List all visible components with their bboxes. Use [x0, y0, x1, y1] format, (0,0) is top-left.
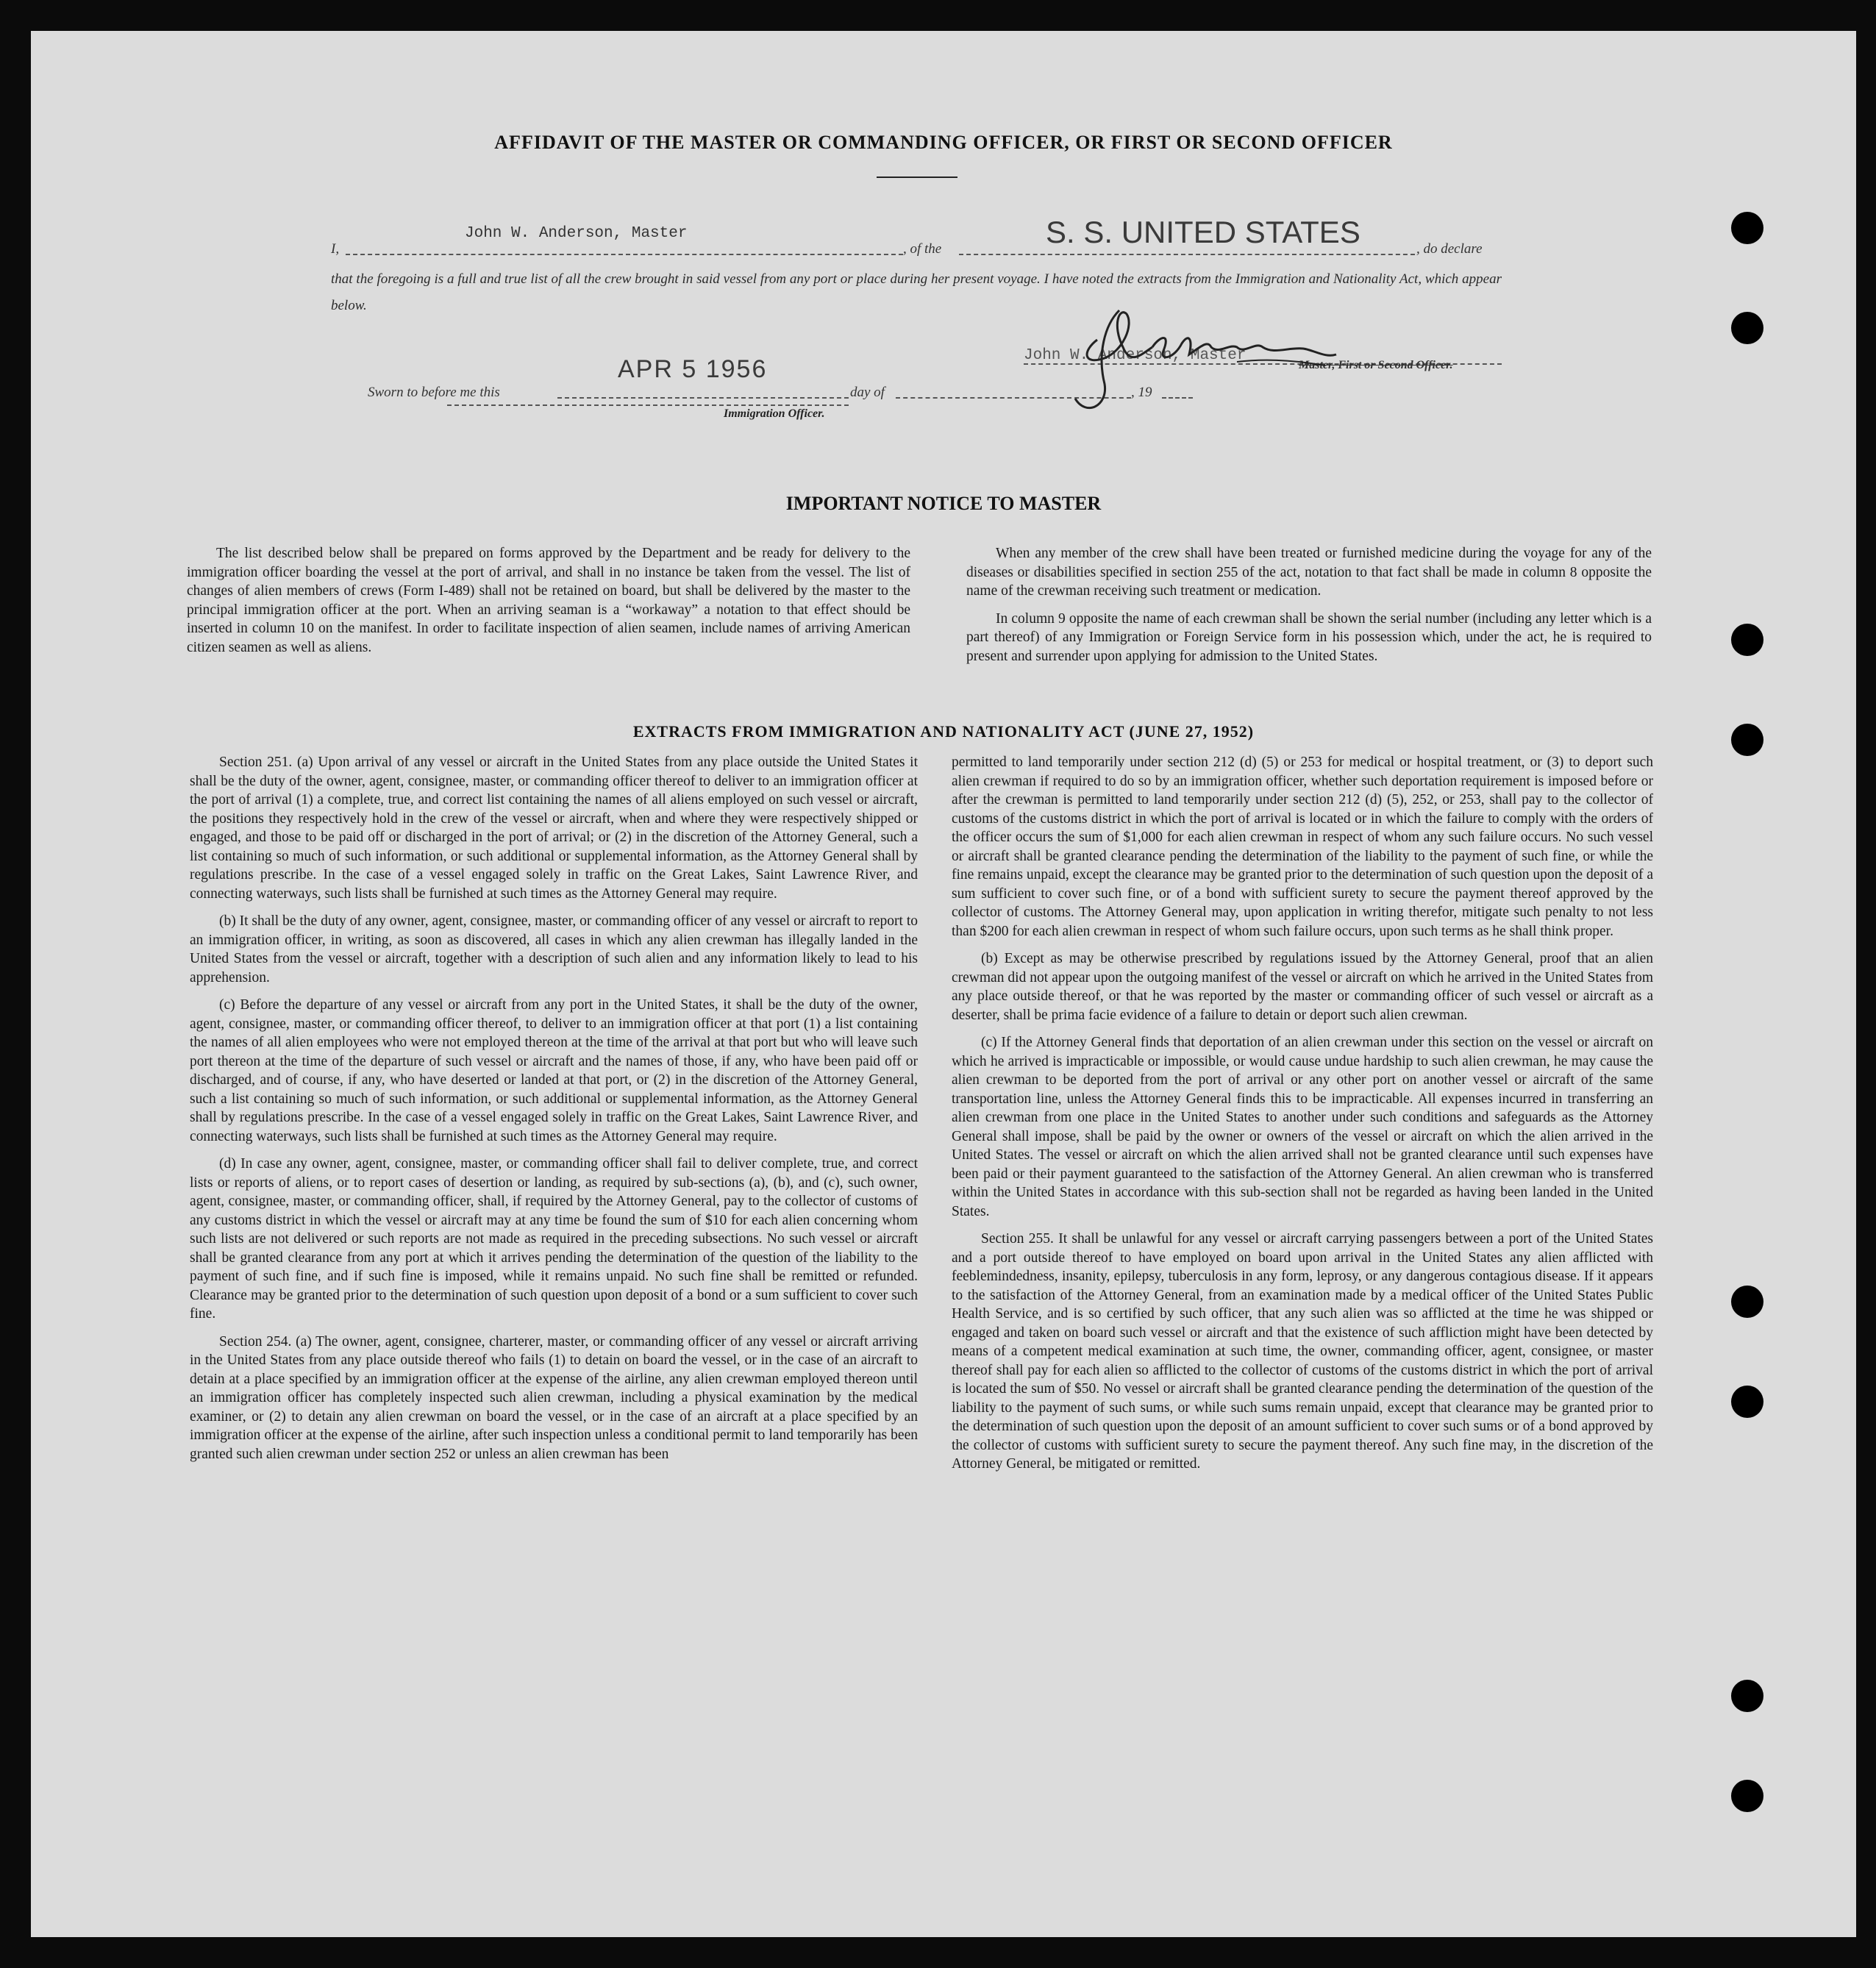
day-of-label: day of: [850, 385, 885, 400]
sworn-date-stamp: APR 5 1956: [618, 355, 768, 383]
notice-right-paragraph: When any member of the crew shall have been treated or furnished medicine during the voyage for any of the diseases or disabilities specified in section 255 of the act, notation to that fact shall be made in column 8 opposite the name of the crewman receiving such treatment or medication.: [966, 546, 1652, 599]
binder-hole: [1731, 1286, 1763, 1318]
sworn-day-line: [557, 397, 849, 399]
declaration-text: that the foregoing is a full and true list of all the crew brought in said vessel from any port or place during her present voyage. I have noted the extracts from the Immigration and Nationality Act, which appear below.: [331, 271, 1502, 313]
master-name-line: [346, 254, 903, 255]
affidavit-title: AFFIDAVIT OF THE MASTER OR COMMANDING OFFICER, OR FIRST OR SECOND OFFICER: [494, 132, 1393, 153]
binder-hole: [1731, 212, 1763, 244]
extract-paragraph: Section 255. It shall be unlawful for any vessel or aircraft carrying passengers between a port of the United States and a port outside thereof to have employed on board upon arrival in the United States any alien afflicted with feeblemindedness, insanity, epilepsy, tuberculosis in any form, leprosy, or any dangerous contagious disease. If it appears to the satisfaction of the Attorney General, from an examination made by a medical officer of the United States Public Health Service, and is so certified by such officer, that any such alien was so afflicted at the time he was shipped or engaged and taken on board such vessel or aircraft and that the existence of such affliction might have been detected by means of a competent medical examination at such time, the owner, commanding officer, agent, consignee, or master thereof shall pay for each alien so afflicted to the collector of customs of the customs district in which the port of arrival is located the sum of $50. No vessel or aircraft shall be granted clearance pending the determination of the question of the liability to the payment of such sums, or while such sums remain unpaid, except that clearance may be granted prior to the determination of such question upon the deposit of an amount sufficient to cover such sums or of a bond approved by the collector of customs with sufficient surety to secure the payment thereof. Any such fine may, in the discretion of the Attorney General, be mitigated or remitted.: [952, 1231, 1653, 1472]
notice-left-paragraph: The list described below shall be prepared on forms approved by the Department and be ready for delivery to the immigration officer boarding the vessel at the port of arrival, and shall in no instance be taken from the vessel. The list of changes of alien members of crews (Form I-489) shall not be retained on board, but shall be delivered by the master to the principal immigration officer at the port. When an arriving seaman is a “workaway” a notation to that effect should be inserted in column 10 on the manifest. In order to facilitate inspection of alien seamen, include names of arriving American citizen seamen as well as aliens.: [187, 546, 910, 655]
extract-paragraph: Section 254. (a) The owner, agent, consignee, charterer, master, or commanding officer of any vessel or aircraft arriving in the United States from any place outside thereof who fails (1) to detain on board the vessel, or in the case of an aircraft to detain at a place specified by an immigration officer at the expense of the airline, any alien crewman employed thereon until an immigration officer has completely inspected such alien crewman, including a physical examination by the medical examiner, or (2) to detain any alien crewman on board the vessel, or in the case of an aircraft at a place specified by an immigration officer at the expense of the airline, after such inspection unless a conditional permit to land temporarily has been granted such alien crewman under section 252 or unless an alien crewman has been: [190, 1333, 918, 1462]
signature-caption: Master, First or Second Officer.: [1299, 359, 1453, 371]
notice-title: IMPORTANT NOTICE TO MASTER: [785, 493, 1102, 514]
sworn-label: Sworn to before me this: [368, 385, 500, 400]
binder-hole: [1731, 1680, 1763, 1712]
notice-right-paragraph: In column 9 opposite the name of each crewman shall be shown the serial number (including any letter which is a part thereof) of any Immigration or Foreign Service form in his possession which, under the act, he is required to present and surrender upon applying for admission to the United States.: [966, 610, 1652, 664]
extracts-right-column: [952, 753, 1653, 1483]
binder-hole: [1731, 624, 1763, 656]
extracts-left-column: [190, 753, 918, 1472]
document-page: [31, 31, 1856, 1937]
immigration-officer-label: Immigration Officer.: [724, 407, 825, 420]
extract-paragraph: (b) Except as may be otherwise prescribed by regulations issued by the Attorney General, proof that an alien crewman did not appear upon the outgoing manifest of the vessel or aircraft on which he arrived in the United States from any place outside thereof, or that he was reported by the master or commanding officer of such vessel or aircraft as a deserter, shall be prima facie evidence of a failure to detain or deport such alien crewman.: [952, 951, 1653, 1023]
extracts-title: EXTRACTS FROM IMMIGRATION AND NATIONALITY ACT (JUNE 27, 1952): [632, 722, 1255, 741]
binder-hole: [1731, 312, 1763, 344]
typed-signature-name: John W. Anderson, Master: [1024, 347, 1246, 364]
notice-right-column: [966, 544, 1652, 674]
of-the-label: , of the: [903, 241, 942, 257]
i-label: I,: [331, 241, 340, 257]
extract-paragraph: (d) In case any owner, agent, consignee, master, or commanding officer shall fail to deliver complete, true, and correct lists or reports of aliens, or to report cases of desertion or landing, as required by sub-sections (a), (b), and (c), such owner, agent, consignee, master, or commanding officer, shall, if required by the Attorney General, pay to the collector of customs of any customs district in which the vessel or aircraft may at any time be found the sum of $10 for each alien concerning whom such lists are not delivered or such reports are not made as required in the preceding subsections. No such vessel or aircraft shall be granted clearance from any port at which it arrives pending the determination of the question of the liability to the payment of such fine, and if such fine is imposed, while it remains unpaid. No such fine shall be remitted or refunded. Clearance may be granted prior to the determination of such question upon deposit of a bond or a sum sufficient to cover such fine.: [190, 1156, 918, 1322]
do-declare-label: , do declare: [1416, 241, 1483, 257]
vessel-name-field: S. S. UNITED STATES: [1046, 215, 1360, 249]
binder-hole: [1731, 1780, 1763, 1812]
extract-paragraph: Section 251. (a) Upon arrival of any vessel or aircraft in the United States from any place outside the United States it shall be the duty of the owner, agent, consignee, master, or commanding officer thereof to deliver to an immigration officer at the port of arrival (1) a complete, true, and correct list containing the names of all aliens employed on such vessel or aircraft, the positions they respectively hold in the crew of the vessel or aircraft, when and where they were respectively shipped or engaged, and those to be paid off or discharged in the port of arrival; or (2) in the discretion of the Attorney General, such a list containing so much of such information, or such additional or supplemental information, as the Attorney General shall by regulations prescribe. In the case of a vessel engaged solely in traffic on the Great Lakes, Saint Lawrence River, and connecting waterways, such lists shall be furnished at such times as the Attorney General may require.: [190, 755, 918, 902]
notice-left-column: [187, 544, 910, 666]
extract-paragraph: (c) Before the departure of any vessel or aircraft from any port in the United States, it shall be the duty of the owner, agent, consignee, master, or commanding officer thereof, to deliver to an immigration officer at that port (1) a list containing the names of all alien employees who were not employed thereon at the time of the arrival at that port but who will leave such port thereon at the time of the departure of such vessel or aircraft and the names of those, if any, who have been paid off or discharged, and of course, if any, who have deserted or landed at that port, or (2) in the discretion of the Attorney General, such a list containing so much of such information, or such additional or supplemental information, as the Attorney General shall by regulations prescribe. In the case of a vessel engaged solely in traffic on the Great Lakes, Saint Lawrence River, and connecting waterways, such lists shall be furnished at such times as the Attorney General may require.: [190, 997, 918, 1144]
master-name-field: John W. Anderson, Master: [465, 225, 688, 242]
binder-hole: [1731, 724, 1763, 756]
year-label: , 19: [1131, 385, 1152, 400]
extract-paragraph: (b) It shall be the duty of any owner, agent, consignee, master, or commanding officer of any vessel or aircraft to report to an immigration officer, in writing, as soon as discovered, all cases in which any alien crewman has illegally landed in the United States from the vessel or aircraft, together with a description of such alien and any information likely to lead to his apprehension.: [190, 913, 919, 985]
immigration-officer-line: [447, 404, 849, 406]
extract-paragraph: permitted to land temporarily under section 212 (d) (5) or 253 for medical or hospital treatment, or (3) to deport such alien crewman if required to do so by an immigration officer, whether such deportation requirement is imposed before or after the crewman is permitted to land temporarily under section 212 (d) (5), 252, or 253, shall pay to the collector of customs of the customs district in which the port of arrival is located or in which the failure to comply with the orders of the officer occurs the sum of $1,000 for each alien crewman in respect of whom any such failure occurs. No such vessel or aircraft shall be granted clearance pending the determination of the liability to the payment of such fine, or while the fine remains unpaid, except the clearance may be granted prior to the determination of such question upon the deposit of a sum sufficient to cover such fine, or of a bond with sufficient surety to secure the payment thereof approved by the collector of customs. The Attorney General may, upon application in writing therefor, mitigate such penalty to not less than $200 for each alien crewman in respect of whom such failure occurs, upon such terms as he shall think proper.: [952, 755, 1653, 939]
binder-hole: [1731, 1386, 1763, 1418]
extract-paragraph: (c) If the Attorney General finds that deportation of an alien crewman under this section on the vessel or aircraft on which he arrived is impracticable or impossible, or would cause undue hardship to such alien crewman, he may cause the alien crewman to be deported from the port of arrival or any other port on another vessel or aircraft of the same transportation line, unless the Attorney General finds this to be impracticable. All expenses incurred in transferring an alien crewman from one place in the United States to another under such conditions and safeguards as the Attorney General shall impose, shall be paid by the owner or owners of the vessel or aircraft on which the alien arrived in the United States. The vessel or aircraft on which the alien arrived shall not be granted clearance until such expenses have been paid or their payment guaranteed to the satisfaction of the Attorney General. An alien crewman who is transferred within the United States in accordance with this sub-section shall not be regarded as having been landed in the United States.: [952, 1035, 1653, 1219]
vessel-name-line: [959, 254, 1415, 255]
title-rule: [877, 177, 957, 178]
handwritten-signature: [1053, 296, 1340, 421]
